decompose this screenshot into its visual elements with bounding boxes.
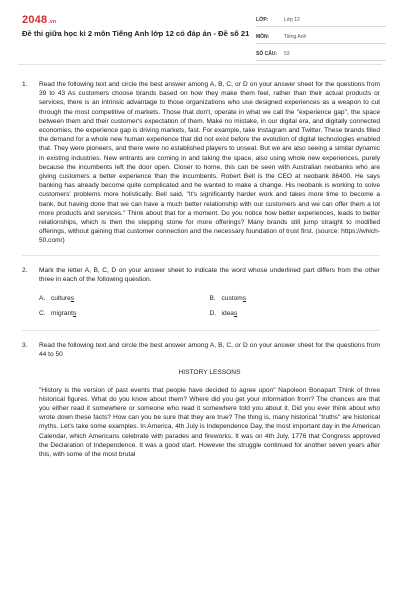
meta-subject [256, 30, 386, 44]
option-word-base: idea [221, 309, 234, 317]
exam-meta [256, 13, 386, 64]
option-b[interactable] [210, 294, 381, 303]
document-header [0, 0, 400, 64]
option-letter: C. [39, 309, 46, 317]
option-word-base: custom [221, 294, 243, 302]
meta-label: LỚP: [256, 16, 269, 23]
question-text: Read the following text and circle the best answer among A, B, C, or D on your answer sheet for the questions from 39 to 43 As customers choose brands based on how they make them feel, rather than their actual products or services, there is an intrinsic advantage to those organizations who use designed experiences as a weapon to cut through the most competitive of markets. Those that don't, operate in what we call the "experience gap", the space between them and their customer's expectation of them. Make no mistake, in our digital era, and digitally connected economies, the experience gap is driving markets, fast. For example, take Instagram and Twitter. These brands filled the demand for a whole new human experience that did not exist before the evolution of digital technologies enabled that. They were pioneers, and there were no established players to unseat. But we are also seeing a similar dynamic in existing industries. New entrants are coming in and taking the space, also using whole new experiences, purely because the incumbents left the door open. Closer to home, this can be seen with Australian neobanks who are giving customers a better experience than the incumbents. Robert Bell is the CEO at neobank 86400. He says banking has already become quite complicated and he wanted to make a change. His neobank is working to solve customers' problems more holistically. Bell said, "It's significantly harder work and takes more time to become a bank, but having done that we can have a much better relationship with our customers and we can offer them a lot more products and services." Think about that for a moment. Do you notice how better experiences, leads to better relationships, which is then the stepping stone for more offerings? Many brands still jump straight to modified offerings, without gaining that customer connection and the necessary foundation of trust first. (source: https://which-50.com/) [39, 81, 380, 245]
option-word [51, 309, 76, 318]
options-row [39, 291, 380, 306]
logo-suffix: .vn [48, 19, 57, 25]
question-list [22, 80, 380, 459]
option-a[interactable] [39, 294, 210, 303]
option-underlined-part: s [70, 294, 75, 302]
option-word [51, 294, 74, 303]
logo-text: 2048 [22, 14, 48, 26]
answer-options [39, 291, 380, 321]
question-text: Mark the letter A, B, C, D on your answer sheet to indicate the word whose underlined part differs from the other three in each of the following question. [39, 266, 380, 283]
question-divider [22, 330, 380, 331]
meta-label: MÔN: [256, 33, 270, 40]
question-number: 1. [22, 81, 28, 88]
passage-title: HISTORY LESSONS [178, 369, 241, 377]
option-underlined-part: s [242, 294, 247, 302]
option-d[interactable] [210, 309, 381, 318]
option-underlined-part: s [233, 309, 238, 317]
option-word [222, 309, 238, 318]
option-letter: B. [209, 294, 216, 302]
question-number: 2. [22, 266, 28, 274]
options-row [39, 306, 380, 321]
meta-question-count [256, 47, 386, 61]
option-c[interactable] [39, 309, 210, 318]
meta-value: Lớp 12 [284, 16, 300, 23]
question-text: Read the following text and circle the best answer among A, B, C, or D on your answer sheet for the questions from 44 to 50 [39, 342, 380, 359]
meta-value: Tiếng Anh [284, 33, 307, 40]
option-letter: A. [39, 294, 46, 302]
option-word-base: culture [51, 294, 71, 302]
option-word [222, 294, 247, 303]
option-underlined-part: s [73, 309, 77, 317]
option-letter: D. [209, 309, 217, 317]
header-divider [18, 64, 382, 65]
option-word-base: migrant [51, 309, 73, 317]
page-title: Đề thi giữa học kì 2 môn Tiếng Anh lớp 12 có đáp án - Đề số 21 [22, 29, 250, 38]
meta-class [256, 13, 386, 27]
meta-label: SỐ CÂU: [256, 50, 278, 57]
question-2 [22, 266, 380, 321]
passage-text: "History is the version of past events that people have decided to agree upon" Napoleon Bonapart Think of three historical figures. What do you know about them? Where did you get your information from? The chances are that you either read it somewhere or someone who read it somewhere told you about it. Did you ever think about who wrote down these facts? How can you be sure that they are true? The thing is, many historical "truths" are historical myths. Let's take some examples. In America, 4th July is Independence Day, the most important day in the American Calendar, which Americans celebrate with parades and fireworks. It was on 4th July, 1776 that Congress approved the Declaration of Independence. It was a good start. However the struggle continued for another seven years after this, with some of the most brutal [39, 386, 380, 459]
site-logo[interactable] [22, 14, 56, 26]
question-1 [22, 80, 380, 246]
question-number: 3. [22, 342, 28, 350]
meta-value: 53 [284, 50, 290, 57]
question-divider [22, 255, 380, 256]
question-3 [22, 341, 380, 459]
